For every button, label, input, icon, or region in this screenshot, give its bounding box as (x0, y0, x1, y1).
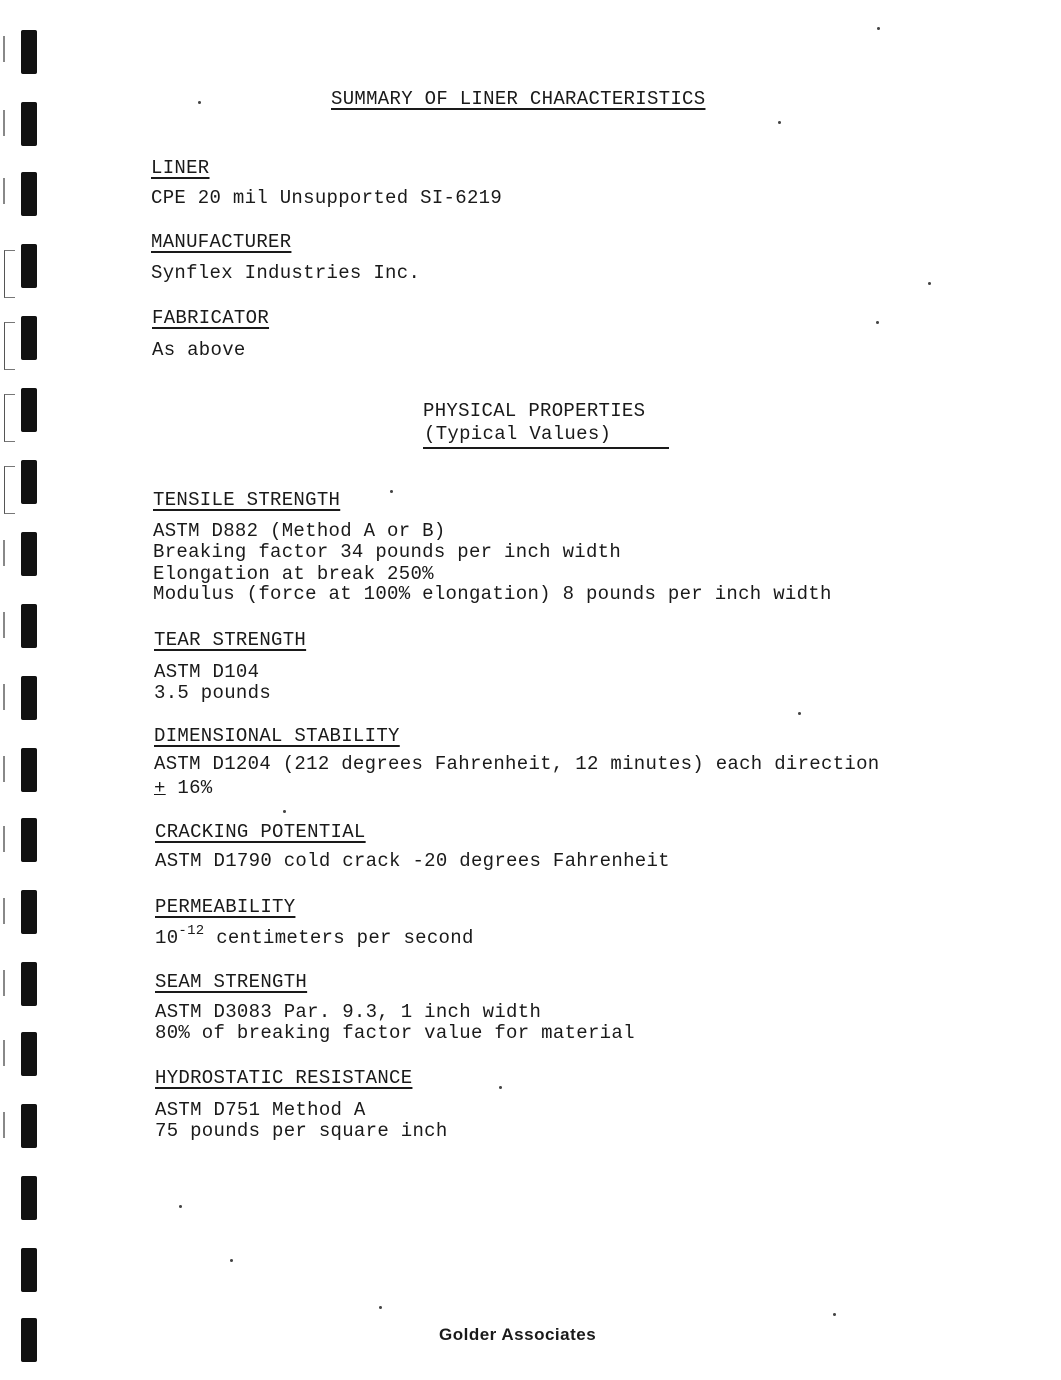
scan-speck (179, 1205, 182, 1208)
scan-speck (390, 490, 393, 493)
physical-properties-underline (423, 447, 669, 449)
physical-properties-heading: PHYSICAL PROPERTIES (423, 400, 646, 422)
scan-speck (928, 282, 931, 285)
punch-hole (21, 388, 37, 432)
tear-strength-line: 3.5 pounds (154, 682, 272, 704)
punch-hole (21, 818, 37, 862)
binding-mark (3, 36, 5, 62)
punch-hole (21, 1032, 37, 1076)
punch-hole (21, 1176, 37, 1220)
binding-mark (3, 826, 5, 852)
binding-bracket (4, 322, 15, 370)
hydrostatic-resistance-line: ASTM D751 Method A (155, 1099, 366, 1121)
dimensional-stability-percent: 16% (165, 777, 213, 799)
punch-hole (21, 1318, 37, 1362)
punch-hole (21, 102, 37, 146)
tear-strength-line: ASTM D104 (154, 661, 260, 683)
punch-hole (21, 748, 37, 792)
tensile-strength-line: ASTM D882 (Method A or B) (153, 520, 446, 542)
physical-properties-subheading: (Typical Values) (424, 423, 612, 445)
scan-speck (798, 712, 801, 715)
permeability-heading: PERMEABILITY (155, 896, 296, 918)
footer-company-name: Golder Associates (439, 1325, 597, 1344)
tensile-strength-line: Modulus (force at 100% elongation) 8 pounds per inch width (153, 583, 832, 605)
binding-mark (3, 110, 5, 136)
punch-hole (21, 244, 37, 288)
scan-speck (833, 1313, 836, 1316)
binding-mark (3, 898, 5, 924)
tensile-strength-line: Breaking factor 34 pounds per inch width (153, 541, 622, 563)
tensile-strength-heading: TENSILE STRENGTH (153, 489, 341, 511)
scan-speck (877, 27, 880, 30)
cracking-potential-line: ASTM D1790 cold crack -20 degrees Fahrenheit (155, 850, 670, 872)
binding-mark (3, 1040, 5, 1066)
binding-mark (3, 540, 5, 566)
binding-mark (3, 178, 5, 204)
binding-mark (3, 970, 5, 996)
binding-mark (3, 1112, 5, 1138)
punch-hole (21, 1104, 37, 1148)
scan-speck (230, 1259, 233, 1262)
punch-hole (21, 962, 37, 1006)
binding-mark (3, 756, 5, 782)
binding-bracket (4, 466, 15, 514)
dimensional-stability-heading: DIMENSIONAL STABILITY (154, 725, 400, 747)
scan-speck (283, 810, 286, 813)
punch-hole (21, 1248, 37, 1292)
cracking-potential-heading: CRACKING POTENTIAL (155, 821, 366, 843)
seam-strength-line: ASTM D3083 Par. 9.3, 1 inch width (155, 1001, 542, 1023)
manufacturer-heading: MANUFACTURER (151, 231, 292, 253)
liner-heading: LINER (151, 157, 210, 179)
punch-hole (21, 604, 37, 648)
binding-mark (3, 612, 5, 638)
dimensional-stability-value (154, 777, 213, 799)
fabricator-heading: FABRICATOR (152, 307, 270, 329)
punch-hole (21, 676, 37, 720)
permeability-exponent: -12 (178, 922, 205, 939)
scan-speck (379, 1306, 382, 1309)
punch-hole (21, 172, 37, 216)
punch-hole (21, 30, 37, 74)
document-title: SUMMARY OF LINER CHARACTERISTICS (331, 88, 706, 110)
liner-value: CPE 20 mil Unsupported SI-6219 (151, 187, 503, 209)
punch-hole (21, 460, 37, 504)
punch-hole (21, 532, 37, 576)
fabricator-value: As above (152, 339, 246, 361)
tensile-strength-line: Elongation at break 250% (153, 563, 434, 585)
punch-hole (21, 316, 37, 360)
hydrostatic-resistance-line: 75 pounds per square inch (155, 1120, 448, 1142)
seam-strength-heading: SEAM STRENGTH (155, 971, 308, 993)
hydrostatic-resistance-heading: HYDROSTATIC RESISTANCE (155, 1067, 413, 1089)
permeability-unit: centimeters per second (204, 927, 474, 949)
permeability-value (155, 922, 474, 949)
permeability-base: 10 (155, 927, 179, 949)
tear-strength-heading: TEAR STRENGTH (154, 629, 307, 651)
scan-speck (778, 121, 781, 124)
binding-bracket (4, 394, 15, 442)
manufacturer-value: Synflex Industries Inc. (151, 262, 421, 284)
binding-bracket (4, 250, 15, 298)
seam-strength-line: 80% of breaking factor value for material (155, 1022, 635, 1044)
scan-speck (876, 321, 879, 324)
scan-speck (198, 101, 201, 104)
binding-strip (0, 0, 60, 1380)
plus-minus-sign: + (154, 777, 166, 799)
binding-mark (3, 684, 5, 710)
punch-hole (21, 890, 37, 934)
dimensional-stability-line: ASTM D1204 (212 degrees Fahrenheit, 12 minutes) each direction (154, 753, 880, 775)
scan-speck (499, 1086, 502, 1089)
